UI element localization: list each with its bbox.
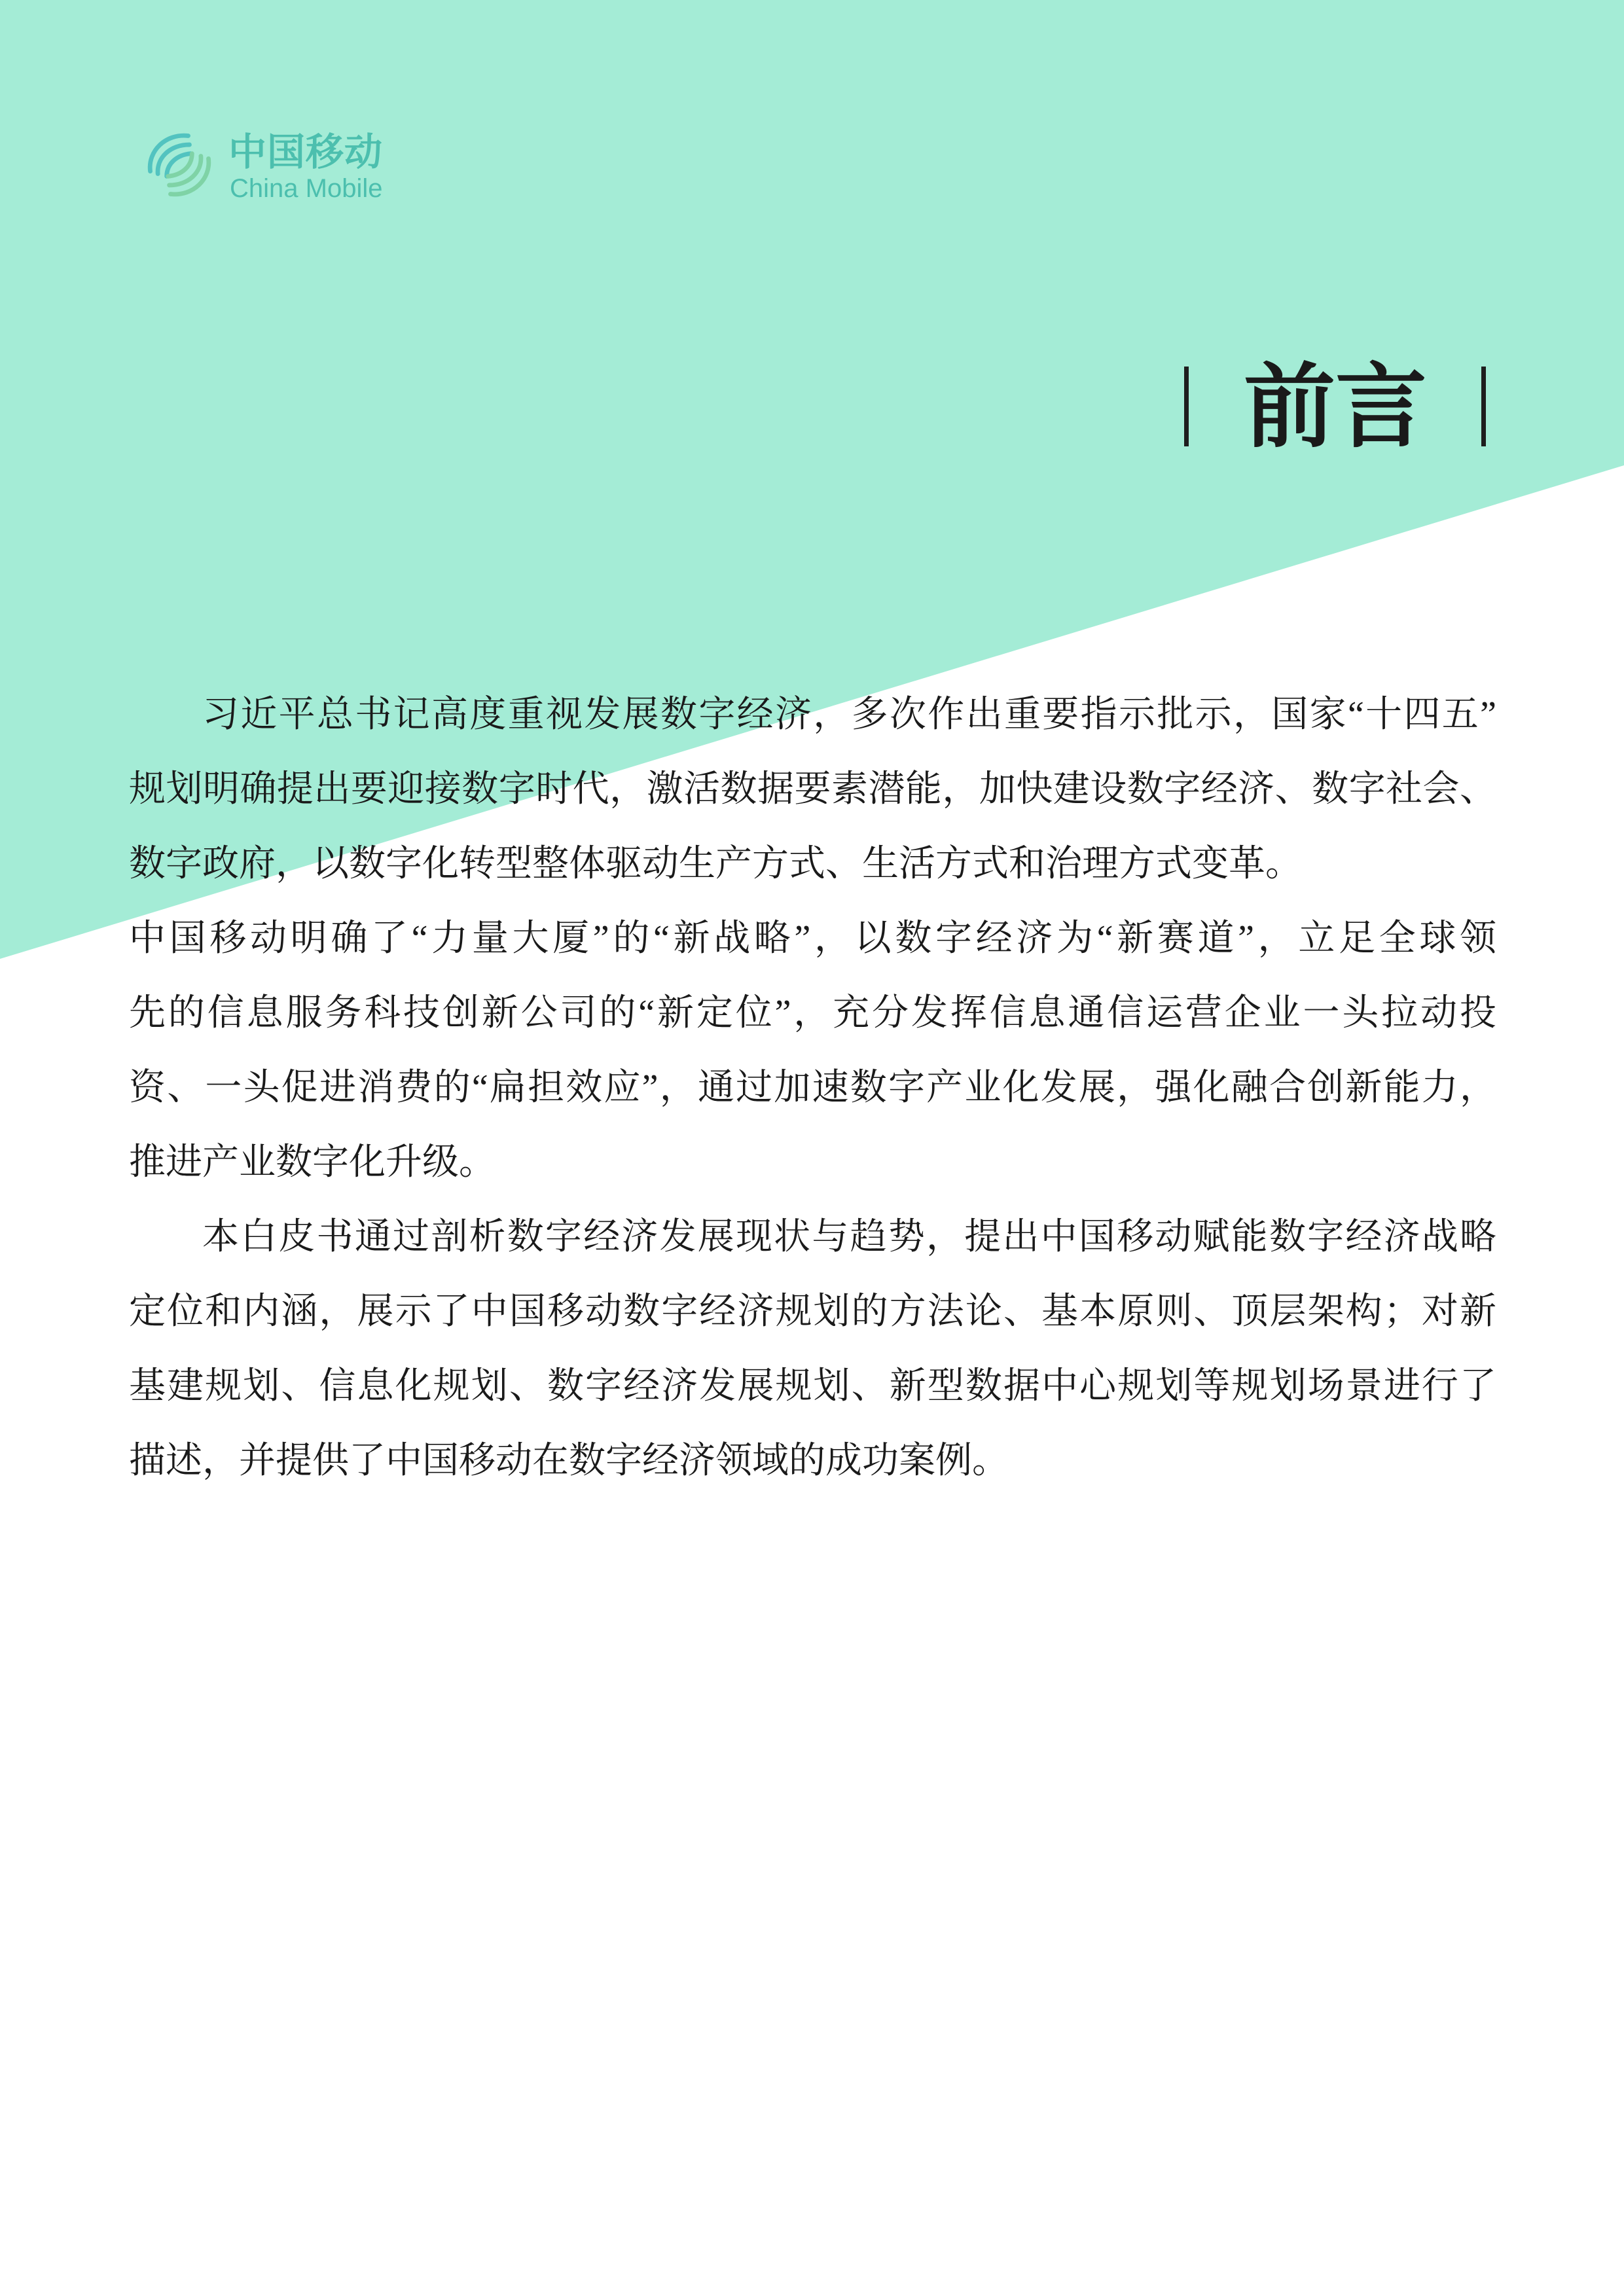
logo-name-english: China Mobile [230, 174, 383, 203]
logo-name-chinese: 中国移动 [228, 131, 384, 173]
text-line: 基建规划、信息化规划、数字经济发展规划、新型数据中心规划等规划场景进行了 [129, 1366, 1496, 1407]
text-line: 本白皮书通过剖析数字经济发展现状与趋势，提出中国移动赋能数字经济战略 [202, 1217, 1496, 1257]
title-left-bar [1184, 367, 1189, 446]
text-line: 资、一头促进消费的“扁担效应”，通过加速数字产业化发展，强化融合创新能力， [129, 1067, 1496, 1108]
text-line: 中国移动明确了“力量大厦”的“新战略”，以数字经济为“新赛道”，立足全球领 [129, 918, 1496, 959]
title-right-bar [1481, 367, 1486, 446]
china-mobile-logo-icon [141, 127, 218, 203]
preface-body [129, 677, 1496, 1498]
text-line: 推进产业数字化升级。 [129, 1142, 496, 1183]
text-line: 数字政府，以数字化转型整体驱动生产方式、生活方式和治理方式变革。 [129, 844, 1302, 884]
text-line: 描述，并提供了中国移动在数字经济领域的成功案例。 [129, 1441, 1009, 1481]
text-line: 定位和内涵，展示了中国移动数字经济规划的方法论、基本原则、顶层架构；对新 [129, 1291, 1496, 1332]
text-line: 先的信息服务科技创新公司的“新定位”，充分发挥信息通信运营企业一头拉动投 [129, 993, 1496, 1033]
paragraph [129, 901, 1496, 1200]
page-title: 前言 [1243, 355, 1427, 458]
text-line: 规划明确提出要迎接数字时代，激活数据要素潜能，加快建设数字经济、数字社会、 [129, 769, 1496, 810]
paragraph [129, 677, 1496, 901]
paragraph [129, 1200, 1496, 1498]
text-line: 习近平总书记高度重视发展数字经济，多次作出重要指示批示，国家“十四五” [202, 694, 1496, 735]
